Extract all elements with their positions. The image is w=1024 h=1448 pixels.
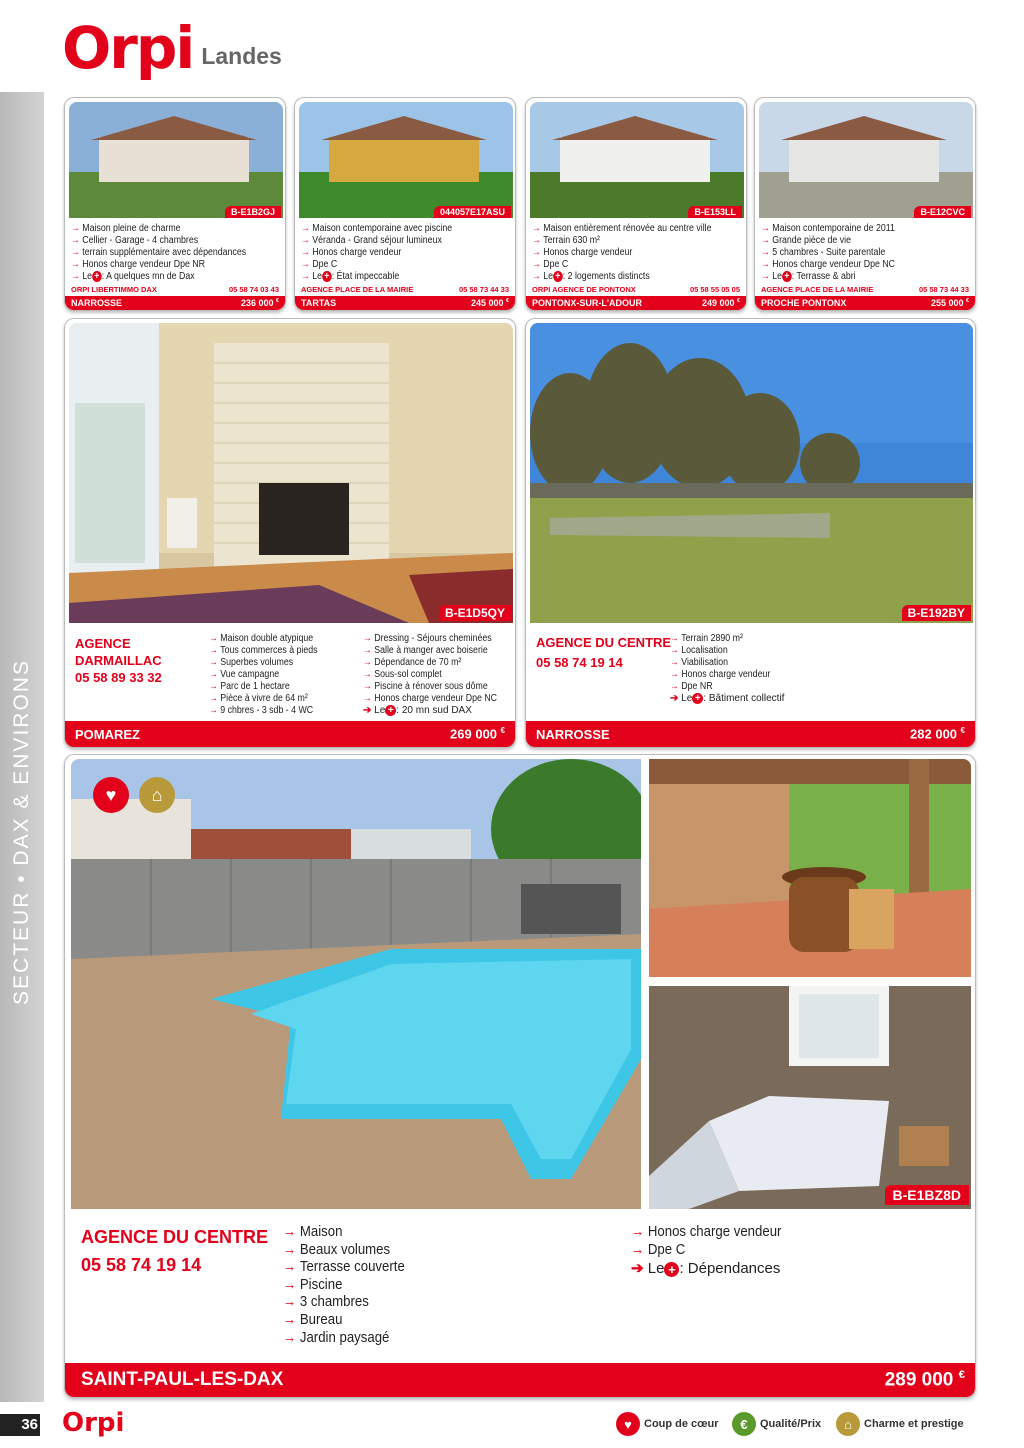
listing-reference: B-E1B2GJ [225, 206, 281, 218]
feature-item: → Maison entièrement rénovée au centre ville [532, 223, 712, 235]
feature-item: → terrain supplémentaire avec dépendances [71, 247, 246, 259]
feature-item: → 9 chbres - 3 sdb - 4 WC [209, 705, 318, 717]
listing-photo [759, 102, 973, 218]
plus-icon: + [322, 271, 332, 282]
agency-phone: 05 58 74 19 14 [536, 655, 623, 670]
page-number: 36 [0, 1414, 40, 1436]
heart-house-icon: ♥ [93, 777, 129, 813]
feature-list [209, 633, 332, 717]
listing-photo [299, 102, 513, 218]
feature-item: → Piscine à rénover sous dôme [363, 681, 497, 693]
region-label: Landes [201, 43, 282, 69]
town-label: POMAREZ [75, 726, 140, 742]
town-label: PONTONX-SUR-L'ADOUR [532, 298, 642, 308]
agency-phone: 05 58 89 33 32 [75, 670, 162, 685]
feature-item: → Grande pièce de vie [761, 235, 895, 247]
prestige-house-icon: ⌂ [139, 777, 175, 813]
feature-item: → 3 chambres [283, 1293, 405, 1311]
feature-item: → Maison contemporaine avec piscine [301, 223, 452, 235]
agency-name: ORPI AGENCE DE PONTONX [532, 285, 636, 294]
feature-item: → Maison [283, 1223, 405, 1241]
plus-highlight: ➔ Le + : 20 mn sud DAX [363, 705, 472, 717]
feature-item: → Honos charge vendeur Dpe NR [71, 259, 246, 271]
agency-line [301, 285, 509, 294]
price-bar [526, 296, 746, 310]
agency-name: AGENCE DARMAILLAC [75, 636, 162, 668]
agency-name: AGENCE PLACE DE LA MAIRIE [761, 285, 874, 294]
town-label: NARROSSE [71, 298, 123, 308]
feature-item: → Sous-sol complet [363, 669, 497, 681]
listing-card-small[interactable] [294, 97, 516, 311]
footer-brand-logo: Orpi [62, 1408, 125, 1438]
listing-card-narrosse[interactable] [525, 318, 976, 748]
sector-sidebar [0, 92, 44, 1402]
feature-list-secondary [363, 633, 515, 705]
feature-item: → Honos charge vendeur [670, 669, 770, 681]
listing-photo [530, 323, 973, 623]
agency-line [532, 285, 740, 294]
feature-item: → Honos charge vendeur [532, 247, 712, 259]
price-bar [526, 721, 975, 747]
feature-list [71, 223, 270, 283]
listing-photo-bedroom [649, 986, 971, 1209]
plus-highlight: ➔ Le + : Dépendances [631, 1260, 781, 1277]
legend-charme-prestige: ⌂ Charme et prestige [836, 1412, 964, 1436]
agency-name: AGENCE DU CENTRE [536, 635, 672, 650]
price-label: 245 000 € [470, 298, 509, 308]
agency-name: AGENCE PLACE DE LA MAIRIE [301, 285, 414, 294]
agency-name: ORPI LIBERTIMMO DAX [71, 285, 157, 294]
feature-item: → Dpe C [301, 259, 452, 271]
listing-reference: B-E192BY [902, 605, 971, 621]
feature-list [532, 223, 736, 283]
feature-item: → Pièce à vivre de 64 m² [209, 693, 318, 705]
feature-item: → Parc de 1 hectare [209, 681, 318, 693]
feature-item: → 5 chambres - Suite parentale [761, 247, 895, 259]
feature-item: → Piscine [283, 1276, 405, 1294]
listing-card-saint-paul[interactable] [64, 754, 976, 1398]
feature-item: → Dpe C [631, 1241, 781, 1259]
price-label: 249 000 € [701, 298, 740, 308]
listing-photo [69, 323, 513, 623]
price-bar [65, 296, 285, 310]
feature-item: → Salle à manger avec boiserie [363, 645, 497, 657]
feature-item: → Maison pleine de charme [71, 223, 246, 235]
feature-list [301, 223, 473, 283]
feature-item: → Viabilisation [670, 657, 770, 669]
listing-photo [69, 102, 283, 218]
feature-list [670, 633, 784, 693]
listing-reference: B-E153LL [688, 206, 742, 218]
feature-item: → Bureau [283, 1311, 405, 1329]
price-bar [65, 1363, 975, 1397]
listing-reference: 044057E17ASU [434, 206, 511, 218]
agency-name: AGENCE DU CENTRE [81, 1227, 269, 1247]
price-label: 289 000 € [884, 1368, 965, 1391]
price-bar [65, 721, 515, 747]
plus-icon: + [92, 271, 102, 282]
feature-item: → Dpe C [532, 259, 712, 271]
plus-highlight: ➔ Le + : Bâtiment collectif [670, 693, 785, 705]
price-bar [295, 296, 515, 310]
listing-reference: B-E1BZ8D [885, 1185, 969, 1205]
plus-icon: + [782, 271, 792, 282]
plus-highlight: → Le + : A quelques mn de Dax [71, 271, 246, 283]
price-bar [755, 296, 975, 310]
listing-card-small[interactable] [64, 97, 286, 311]
price-label: 282 000 € [910, 726, 965, 742]
feature-item: → Terrasse couverte [283, 1258, 405, 1276]
feature-item: → Honos charge vendeur Dpe NC [761, 259, 895, 271]
sector-label: SECTEUR • DAX & ENVIRONS [10, 659, 33, 1005]
agency-phone: 05 58 74 19 14 [81, 1255, 202, 1275]
listing-card-pomarez[interactable] [64, 318, 516, 748]
feature-item: → Véranda - Grand séjour lumineux [301, 235, 452, 247]
price-label: 255 000 € [930, 298, 969, 308]
agency-phone: 05 58 73 44 33 [918, 285, 969, 294]
feature-item: → Localisation [670, 645, 770, 657]
plus-highlight: → Le + : État impeccable [301, 271, 452, 283]
plus-highlight: → Le + : Terrasse & abri [761, 271, 895, 283]
feature-item: → Tous commerces à pieds [209, 645, 318, 657]
plus-icon: + [385, 705, 396, 716]
feature-item: → Jardin paysagé [283, 1329, 405, 1347]
price-label: 269 000 € [450, 726, 505, 742]
feature-item: → Vue campagne [209, 669, 318, 681]
town-label: NARROSSE [536, 726, 610, 742]
agency-phone: 05 58 73 44 33 [458, 285, 509, 294]
plus-icon: + [664, 1262, 679, 1277]
listing-photo [530, 102, 744, 218]
feature-item: → Maison contemporaine de 2011 [761, 223, 895, 235]
plus-highlight: → Le + : 2 logements distincts [532, 271, 712, 283]
heart-house-icon: ♥ [616, 1412, 640, 1436]
feature-list [761, 223, 913, 283]
feature-item: → Cellier - Garage - 4 chambres [71, 235, 246, 247]
agency-line [71, 285, 279, 294]
listing-photo-terrace [649, 759, 971, 977]
orpi-landes-logo [62, 14, 282, 82]
brand-logo: Orpi [62, 14, 194, 82]
feature-list-secondary [631, 1223, 802, 1258]
agency-phone: 05 58 74 03 43 [228, 285, 279, 294]
plus-icon: + [553, 271, 563, 282]
feature-item: → Terrain 630 m² [532, 235, 712, 247]
euro-house-icon: € [732, 1412, 756, 1436]
town-label: PROCHE PONTONX [761, 298, 847, 308]
listing-reference: B-E1D5QY [439, 605, 511, 621]
listing-photo-pool [71, 759, 641, 1209]
feature-item: → Superbes volumes [209, 657, 318, 669]
legend-qualite-prix: € Qualité/Prix [732, 1412, 821, 1436]
feature-item: → Maison double atypique [209, 633, 318, 645]
plus-icon: + [692, 693, 703, 704]
listing-card-small[interactable] [525, 97, 747, 311]
town-label: SAINT-PAUL-LES-DAX [81, 1369, 284, 1390]
feature-item: → Honos charge vendeur [301, 247, 452, 259]
feature-item: → Beaux volumes [283, 1241, 405, 1259]
agency-line [761, 285, 969, 294]
feature-item: → Honos charge vendeur [631, 1223, 781, 1241]
feature-item: → Honos charge vendeur Dpe NC [363, 693, 497, 705]
listing-card-small[interactable] [754, 97, 976, 311]
agency-phone: 05 58 55 05 05 [689, 285, 740, 294]
feature-item: → Dpe NR [670, 681, 770, 693]
price-label: 236 000 € [240, 298, 279, 308]
feature-item: → Terrain 2890 m² [670, 633, 770, 645]
prestige-house-icon: ⌂ [836, 1412, 860, 1436]
listing-reference: B-E12CVC [914, 206, 971, 218]
feature-item: → Dépendance de 70 m² [363, 657, 497, 669]
legend-coup-de-coeur: ♥ Coup de cœur [616, 1412, 719, 1436]
feature-list [283, 1223, 421, 1346]
feature-item: → Dressing - Séjours cheminées [363, 633, 497, 645]
town-label: TARTAS [301, 298, 337, 308]
